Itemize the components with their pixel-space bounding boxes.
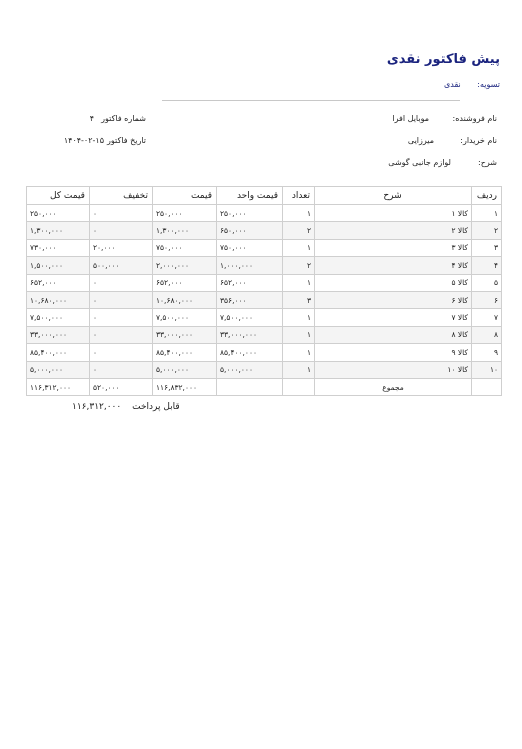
- row-number-cell: ۴: [472, 257, 502, 274]
- table-row: [27, 344, 502, 361]
- total-price-cell: ۱۰,۶۸۰,۰۰۰: [27, 291, 90, 308]
- payable-label: قابل پرداخت: [132, 402, 180, 412]
- table-row: [27, 239, 502, 256]
- unit-price-cell: ۶۵۲,۰۰۰: [217, 274, 283, 291]
- description-cell: کالا ۳: [315, 239, 472, 256]
- table-row: [27, 361, 502, 378]
- unit-price-cell: ۲۵۰,۰۰۰: [217, 205, 283, 222]
- price-cell: ۳۳,۰۰۰,۰۰۰: [153, 326, 217, 343]
- total-price-cell: ۱,۵۰۰,۰۰۰: [27, 257, 90, 274]
- row-number-cell: ۱۰: [472, 361, 502, 378]
- quantity-cell: ۱: [283, 239, 315, 256]
- invoice-number-value: ۴: [89, 114, 94, 123]
- price-cell: ۲۵۰,۰۰۰: [153, 205, 217, 222]
- discount-cell: ۵۰۰,۰۰۰: [90, 257, 153, 274]
- unit-price-cell: ۱,۰۰۰,۰۰۰: [217, 257, 283, 274]
- total-price-cell: ۷,۵۰۰,۰۰۰: [27, 309, 90, 326]
- quantity-cell: ۱: [283, 361, 315, 378]
- table-header-row: [27, 187, 502, 205]
- row-number-cell: ۳: [472, 239, 502, 256]
- totals-blank-cell: [283, 378, 315, 395]
- discount-cell: ۰: [90, 361, 153, 378]
- totals-label: مجموع: [315, 378, 472, 395]
- discount-cell: ۰: [90, 344, 153, 361]
- totals-blank-cell: [217, 378, 283, 395]
- row-number-cell: ۸: [472, 326, 502, 343]
- description-label: شرح:: [478, 158, 497, 167]
- quantity-cell: ۱: [283, 344, 315, 361]
- row-number-cell: ۲: [472, 222, 502, 239]
- totals-total: ۱۱۶,۳۱۲,۰۰۰: [27, 378, 90, 395]
- total-price-cell: ۷۳۰,۰۰۰: [27, 239, 90, 256]
- header-discount: تخفیف: [90, 187, 153, 205]
- discount-cell: ۰: [90, 205, 153, 222]
- header-unit-price: قیمت واحد: [217, 187, 283, 205]
- total-price-cell: ۱,۳۰۰,۰۰۰: [27, 222, 90, 239]
- quantity-cell: ۱: [283, 326, 315, 343]
- description-cell: کالا ۴: [315, 257, 472, 274]
- table-row: [27, 309, 502, 326]
- description-cell: کالا ۹: [315, 344, 472, 361]
- quantity-cell: ۳: [283, 291, 315, 308]
- quantity-cell: ۲: [283, 257, 315, 274]
- totals-price: ۱۱۶,۸۳۲,۰۰۰: [153, 378, 217, 395]
- header-row-number: ردیف: [472, 187, 502, 205]
- description-cell: کالا ۵: [315, 274, 472, 291]
- unit-price-cell: ۷۵۰,۰۰۰: [217, 239, 283, 256]
- unit-price-cell: ۵,۰۰۰,۰۰۰: [217, 361, 283, 378]
- discount-cell: ۰: [90, 326, 153, 343]
- totals-row: [27, 378, 502, 395]
- invoice-date-label: تاریخ فاکتور: [107, 136, 146, 145]
- unit-price-cell: ۸۵,۴۰۰,۰۰۰: [217, 344, 283, 361]
- description-cell: کالا ۶: [315, 291, 472, 308]
- description-cell: کالا ۸: [315, 326, 472, 343]
- buyer-value: میرزایی: [407, 136, 434, 145]
- header-quantity: تعداد: [283, 187, 315, 205]
- discount-cell: ۲۰,۰۰۰: [90, 239, 153, 256]
- table-row: [27, 326, 502, 343]
- invoice-number-label: شماره فاکتور: [101, 114, 146, 123]
- row-number-cell: ۶: [472, 291, 502, 308]
- discount-cell: ۰: [90, 309, 153, 326]
- unit-price-cell: ۳۳,۰۰۰,۰۰۰: [217, 326, 283, 343]
- settlement-line: [444, 80, 500, 89]
- table-row: [27, 222, 502, 239]
- page-title: پیش فاکتور نقدی: [386, 52, 500, 67]
- price-cell: ۸۵,۴۰۰,۰۰۰: [153, 344, 217, 361]
- seller-label: نام فروشنده:: [452, 114, 497, 123]
- price-cell: ۱۰,۶۸۰,۰۰۰: [153, 291, 217, 308]
- settlement-value: نقدی: [444, 80, 461, 89]
- total-price-cell: ۳۳,۰۰۰,۰۰۰: [27, 326, 90, 343]
- quantity-cell: ۲: [283, 222, 315, 239]
- header-description: شرح: [315, 187, 472, 205]
- row-number-cell: ۷: [472, 309, 502, 326]
- row-number-cell: ۹: [472, 344, 502, 361]
- seller-value: موبایل افرا: [392, 114, 429, 123]
- price-cell: ۵,۰۰۰,۰۰۰: [153, 361, 217, 378]
- description-cell: کالا ۷: [315, 309, 472, 326]
- description-cell: کالا ۱: [315, 205, 472, 222]
- table-row: [27, 257, 502, 274]
- discount-cell: ۰: [90, 291, 153, 308]
- description-cell: کالا ۲: [315, 222, 472, 239]
- quantity-cell: ۱: [283, 205, 315, 222]
- unit-price-cell: ۶۵۰,۰۰۰: [217, 222, 283, 239]
- unit-price-cell: ۷,۵۰۰,۰۰۰: [217, 309, 283, 326]
- total-price-cell: ۲۵۰,۰۰۰: [27, 205, 90, 222]
- header-divider: [162, 100, 460, 101]
- price-cell: ۶۵۲,۰۰۰: [153, 274, 217, 291]
- total-price-cell: ۵,۰۰۰,۰۰۰: [27, 361, 90, 378]
- table-row: [27, 205, 502, 222]
- unit-price-cell: ۳۵۶,۰۰۰: [217, 291, 283, 308]
- header-total-price: قیمت کل: [27, 187, 90, 205]
- payable-line: [72, 402, 180, 412]
- payable-amount: ۱۱۶,۳۱۲,۰۰۰: [72, 402, 122, 412]
- discount-cell: ۰: [90, 222, 153, 239]
- invoice-items-table: [26, 186, 502, 396]
- price-cell: ۷,۵۰۰,۰۰۰: [153, 309, 217, 326]
- invoice-date-value: ۱۴۰۴-۰۲-۱۵: [63, 136, 104, 145]
- price-cell: ۷۵۰,۰۰۰: [153, 239, 217, 256]
- totals-discount: ۵۲۰,۰۰۰: [90, 378, 153, 395]
- price-cell: ۲,۰۰۰,۰۰۰: [153, 257, 217, 274]
- quantity-cell: ۱: [283, 309, 315, 326]
- buyer-label: نام خریدار:: [460, 136, 497, 145]
- table-row: [27, 274, 502, 291]
- description-cell: کالا ۱۰: [315, 361, 472, 378]
- price-cell: ۱,۳۰۰,۰۰۰: [153, 222, 217, 239]
- header-price: قیمت: [153, 187, 217, 205]
- discount-cell: ۰: [90, 274, 153, 291]
- settlement-label: تسویه:: [477, 80, 500, 89]
- totals-blank-cell: [472, 378, 502, 395]
- total-price-cell: ۶۵۲,۰۰۰: [27, 274, 90, 291]
- row-number-cell: ۵: [472, 274, 502, 291]
- row-number-cell: ۱: [472, 205, 502, 222]
- description-value: لوازم جانبی گوشی: [388, 158, 451, 167]
- table-row: [27, 291, 502, 308]
- quantity-cell: ۱: [283, 274, 315, 291]
- total-price-cell: ۸۵,۴۰۰,۰۰۰: [27, 344, 90, 361]
